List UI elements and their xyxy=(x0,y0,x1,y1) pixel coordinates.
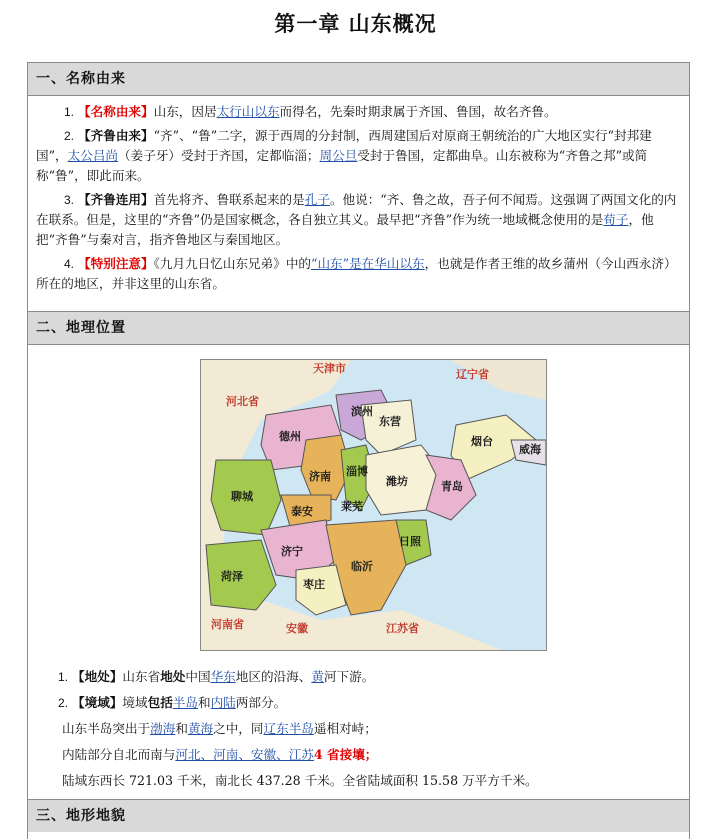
map-svg xyxy=(201,360,546,650)
section-heading: 三、地形地貌 xyxy=(28,800,689,832)
detail-row-2: 2. 【境域】境域包括半岛和内陆两部分。 xyxy=(58,695,287,710)
link-zhougong[interactable]: 周公旦 xyxy=(319,148,358,163)
link-xunzi[interactable]: 荀子 xyxy=(603,212,629,227)
link-huang[interactable]: 黄 xyxy=(311,669,324,684)
link-huashan[interactable]: “山东”是在华山以东 xyxy=(311,256,425,271)
detail-row-1: 1. 【地处】山东省地处中国华东地区的沿海、黄河下游。 xyxy=(58,669,375,684)
section-location xyxy=(27,311,690,800)
label-weihai: 威海 xyxy=(519,443,541,456)
label-tianjin: 天津市 xyxy=(313,362,346,375)
label-liaoning: 辽宁省 xyxy=(456,368,489,381)
section-terrain xyxy=(27,799,690,839)
paragraph-1: 1. 【名称由来】山东，因居太行山以东而得名，先秦时期隶属于齐国、鲁国，故名齐鲁。 xyxy=(64,104,557,119)
label-rizhao: 日照 xyxy=(399,535,421,548)
detail-row-4: 内陆部分自北而南与河北、河南、安徽、江苏4 省接壤； xyxy=(62,747,378,762)
link-neilu[interactable]: 内陆 xyxy=(210,695,236,710)
paragraph-3: 3. 【齐鲁连用】首先将齐、鲁联系起来的是孔子。他说：“齐、鲁之故，吾子何不闻焉。这强调了两国文化的内在联系。但是，这里的“齐鲁”仍是国家概念，各自独立其义。最早把“齐鲁”作为统一地域概念使用的是荀子，他把“齐鲁”与秦对言，指齐鲁地区与秦国地区。 xyxy=(36,192,677,247)
label-hebei: 河北省 xyxy=(226,395,259,408)
label-laiwu: 莱芜 xyxy=(341,500,363,513)
detail-row-5: 陆域东西长 721.03 千米，南北长 437.28 千米。全省陆域面积 15.58 万平方千米。 xyxy=(62,773,538,788)
page-title: 第一章 山东概况 xyxy=(274,11,437,36)
shandong-map xyxy=(200,359,547,651)
label-heze: 菏泽 xyxy=(221,570,243,583)
label-zibo: 淄博 xyxy=(346,465,368,478)
paragraph-2: 2. 【齐鲁由来】“齐”、“鲁”二字，源于西周的分封制，西周建国后对原商王朝统治的广大地区实行“封邦建国”，太公吕尚（姜子牙）受封于齐国，定都临淄；周公旦受封于鲁国，定都曲阜。山东被称为“齐鲁之邦”或简称“鲁”，即此而来。 xyxy=(36,128,652,183)
link-bohai[interactable]: 渤海 xyxy=(150,721,176,736)
link-liaodong[interactable]: 辽东半岛 xyxy=(263,721,314,736)
link-kongzi[interactable]: 孔子 xyxy=(304,192,330,207)
label-zaozhuang: 枣庄 xyxy=(303,578,325,591)
link-huadong[interactable]: 华东 xyxy=(210,669,236,684)
label-weifang: 潍坊 xyxy=(386,475,408,488)
section-heading: 二、地理位置 xyxy=(28,312,689,345)
location-details xyxy=(36,667,681,797)
label-anhui: 安徽 xyxy=(286,622,308,635)
link-taihang[interactable]: 太行山以东 xyxy=(216,104,280,119)
label-taian: 泰安 xyxy=(291,505,313,518)
link-taigong[interactable]: 太公吕尚 xyxy=(67,148,119,163)
link-bandao[interactable]: 半岛 xyxy=(172,695,198,710)
label-jinan: 济南 xyxy=(309,470,331,483)
label-jiangsu: 江苏省 xyxy=(386,622,419,635)
paragraph-4: 4. 【特别注意】《九月九日忆山东兄弟》中的“山东”是在华山以东，也就是作者王维的故乡蒲州（今山西永济）所在的地区，并非这里的山东省。 xyxy=(36,256,677,291)
section-name-origin xyxy=(27,62,690,312)
label-qingdao: 青岛 xyxy=(441,480,463,493)
label-binzhou: 滨州 xyxy=(351,405,373,418)
label-dezhou: 德州 xyxy=(279,430,301,443)
section-heading: 一、名称由来 xyxy=(28,63,689,96)
link-provinces[interactable]: 河北、河南、安徽、江苏 xyxy=(175,747,314,762)
label-liaocheng: 聊城 xyxy=(231,490,253,503)
label-linyi: 临沂 xyxy=(351,560,373,573)
label-yantai: 烟台 xyxy=(471,435,493,448)
label-jining: 济宁 xyxy=(281,545,303,558)
link-huanghai[interactable]: 黄海 xyxy=(187,721,214,736)
label-henan: 河南省 xyxy=(211,618,244,631)
label-dongying: 东营 xyxy=(379,415,401,428)
detail-row-3: 山东半岛突出于渤海和黄海之中，同辽东半岛遥相对峙； xyxy=(62,721,377,736)
